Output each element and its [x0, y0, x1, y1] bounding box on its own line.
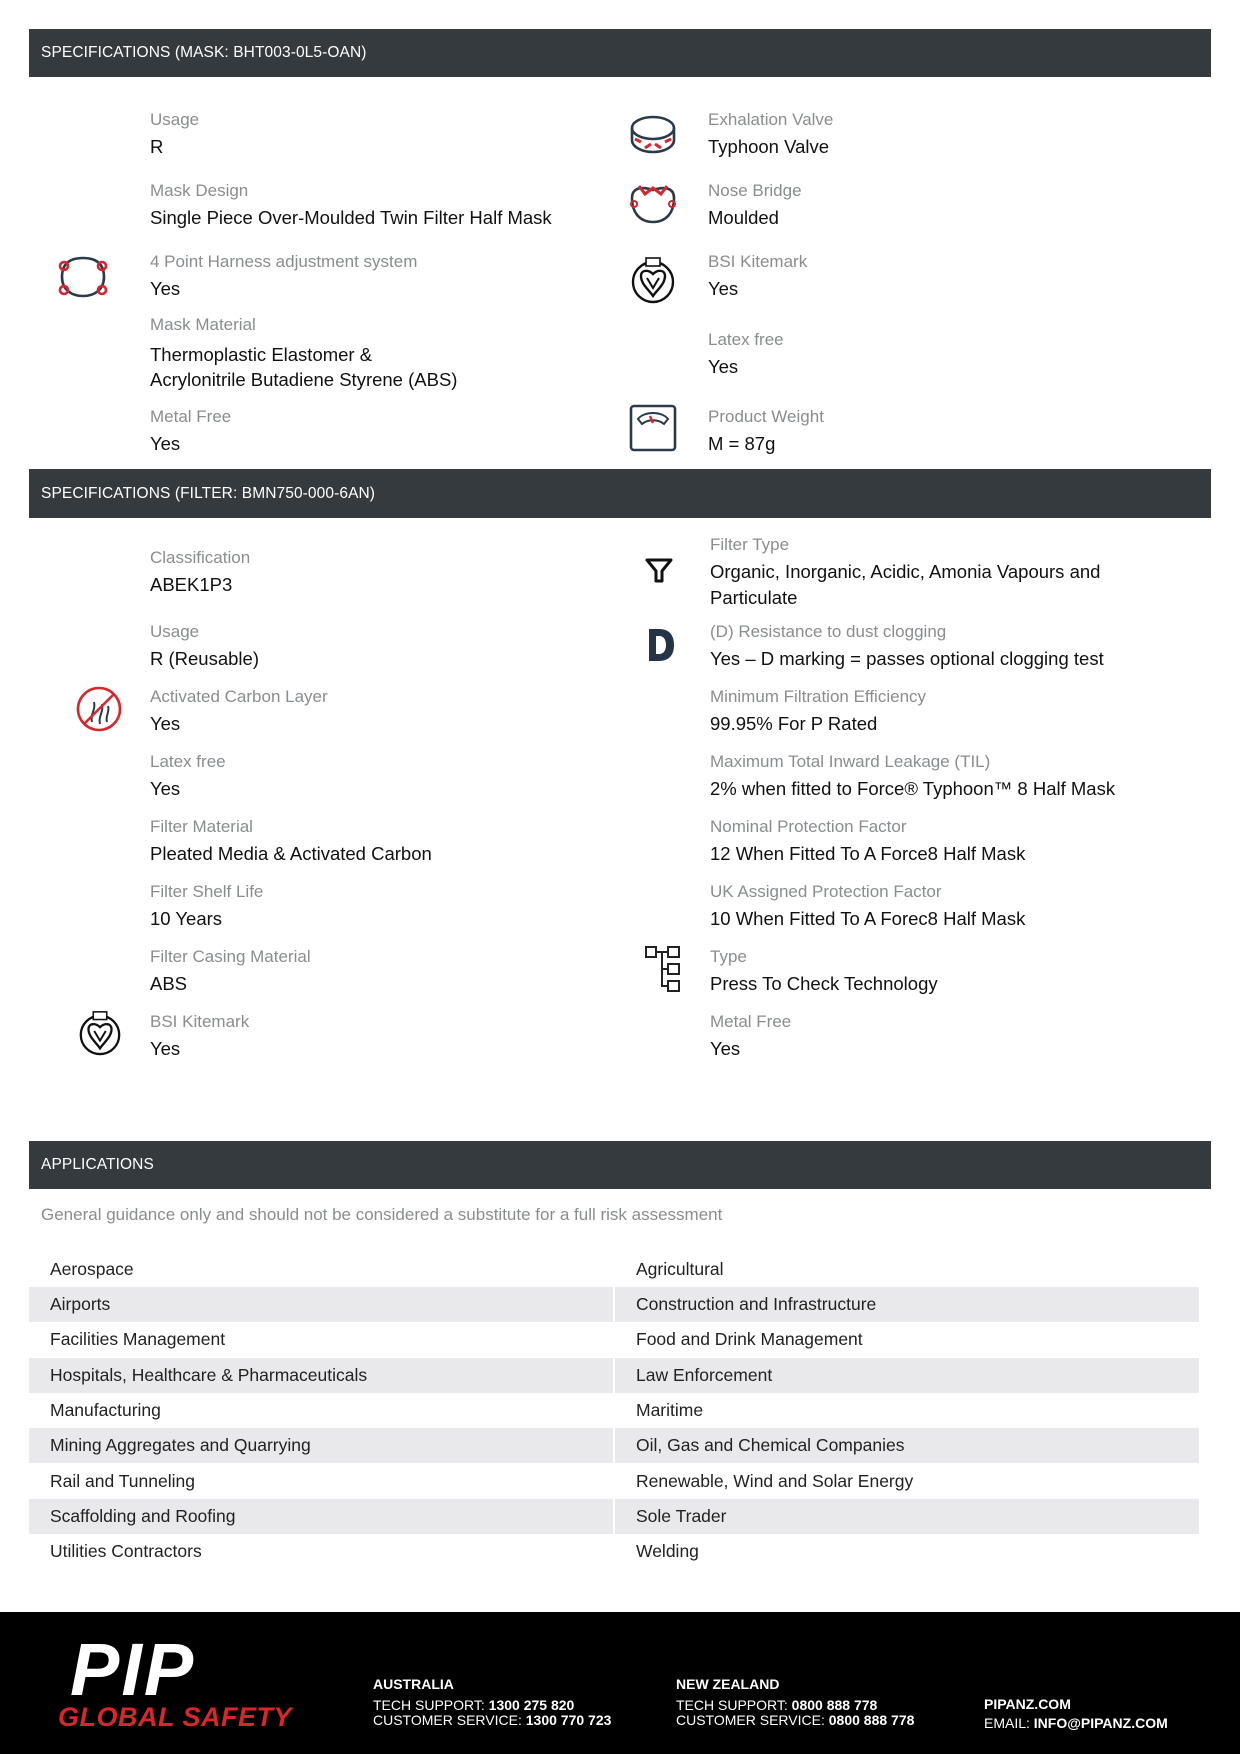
table-row [29, 1464, 1199, 1499]
spec-label: Mask Design [150, 181, 249, 200]
footer-contact [984, 1697, 1168, 1731]
spec-value: ABS [150, 973, 188, 994]
spec-label: Metal Free [710, 1012, 792, 1031]
spec-label: Exhalation Valve [708, 110, 834, 129]
spec-mask-harness [150, 251, 417, 301]
mask-spec-header [29, 29, 1211, 77]
spec-value: 99.95% For P Rated [710, 713, 878, 734]
filter-spec-header-text: SPECIFICATIONS (FILTER: BMN750-000-6AN) [41, 484, 376, 502]
footer-australia [373, 1677, 611, 1728]
mask-spec-header-text: SPECIFICATIONS (MASK: BHT003-0L5-OAN) [41, 44, 367, 61]
spec-label: Nose Bridge [708, 181, 802, 200]
spec-shelf-life [150, 881, 263, 931]
spec-nominal-protection [710, 816, 1025, 866]
application-cell: Sole Trader [615, 1499, 1199, 1534]
spec-mask-usage [150, 109, 199, 159]
email-label: EMAIL: [984, 1715, 1034, 1731]
application-cell: Welding [636, 1541, 699, 1561]
spec-value-line2: Acrylonitrile Butadiene Styrene (ABS) [150, 369, 458, 390]
footer-new-zealand [676, 1677, 914, 1728]
table-row [29, 1428, 1199, 1463]
spec-value: Yes [150, 778, 181, 799]
footer-nz-title: NEW ZEALAND [676, 1676, 780, 1692]
spec-value: Thermoplastic Elastomer & [150, 344, 373, 365]
spec-value: ABEK1P3 [150, 574, 233, 595]
spec-label: BSI Kitemark [708, 252, 808, 271]
table-row [29, 1322, 1199, 1357]
application-cell: Construction and Infrastructure [615, 1287, 1199, 1322]
application-cell: Facilities Management [50, 1329, 226, 1349]
application-cell: Renewable, Wind and Solar Energy [636, 1471, 914, 1491]
spec-mask-latex-free [708, 329, 784, 379]
customer-service-number[interactable]: 0800 888 778 [828, 1712, 915, 1728]
spec-value: Yes [150, 1038, 181, 1059]
tech-support-number[interactable]: 0800 888 778 [791, 1697, 878, 1713]
spec-value: Press To Check Technology [710, 973, 938, 994]
tech-support-label: TECH SUPPORT: [676, 1697, 792, 1713]
spec-dust-clogging [710, 621, 1104, 671]
application-cell: Utilities Contractors [50, 1541, 202, 1561]
spec-exhalation-valve [708, 109, 833, 159]
spec-label: Filter Shelf Life [150, 882, 264, 901]
spec-assigned-protection [710, 881, 1025, 931]
spec-value: 10 When Fitted To A Forec8 Half Mask [710, 908, 1026, 929]
spec-inward-leakage [710, 751, 1115, 801]
table-row [29, 1287, 1199, 1322]
applications-header-text: APPLICATIONS [41, 1156, 154, 1173]
spec-value: Typhoon Valve [708, 136, 830, 157]
applications-header [29, 1141, 1211, 1189]
spec-label: Latex free [708, 330, 784, 349]
spec-label: Latex free [150, 752, 226, 771]
spec-label: BSI Kitemark [150, 1012, 250, 1031]
spec-label: Nominal Protection Factor [710, 817, 907, 836]
table-row [29, 1252, 1199, 1287]
spec-filter-material [150, 816, 432, 866]
spec-value: Yes – D marking = passes optional clogging test [710, 648, 1104, 669]
spec-value: M = 87g [708, 433, 776, 454]
application-cell: Food and Drink Management [636, 1329, 863, 1349]
bsi-kitemark-icon [628, 254, 678, 304]
application-cell: Rail and Tunneling [50, 1471, 195, 1491]
spec-label: Classification [150, 548, 251, 567]
spec-mask-kitemark [708, 251, 807, 301]
footer [0, 1612, 1240, 1754]
spec-filter-metal-free [710, 1011, 791, 1061]
spec-filtration-efficiency [710, 686, 926, 736]
spec-value: Organic, Inorganic, Acidic, Amonia Vapours and [710, 561, 1101, 582]
spec-type [710, 946, 938, 996]
spec-label: 4 Point Harness adjustment system [150, 252, 418, 271]
table-row [29, 1393, 1199, 1428]
spec-mask-metal-free [150, 406, 231, 456]
spec-activated-carbon [150, 686, 328, 736]
customer-service-label: CUSTOMER SERVICE: [373, 1712, 526, 1728]
application-cell: Hospitals, Healthcare & Pharmaceuticals [29, 1358, 613, 1393]
spec-mask-design [150, 180, 552, 230]
spec-label: Usage [150, 110, 200, 129]
spec-label: Product Weight [708, 407, 824, 426]
spec-label: Metal Free [150, 407, 232, 426]
spec-label: Usage [150, 622, 200, 641]
spec-label: Filter Casing Material [150, 947, 311, 966]
spec-value: Pleated Media & Activated Carbon [150, 843, 432, 864]
spec-label: Minimum Filtration Efficiency [710, 687, 927, 706]
application-cell: Mining Aggregates and Quarrying [29, 1428, 613, 1463]
application-cell: Scaffolding and Roofing [29, 1499, 613, 1534]
spec-label: Filter Material [150, 817, 253, 836]
application-cell: Oil, Gas and Chemical Companies [615, 1428, 1199, 1463]
table-row [29, 1534, 1199, 1569]
footer-australia-title: AUSTRALIA [373, 1676, 454, 1692]
spec-nose-bridge [708, 180, 802, 230]
application-cell: Airports [29, 1287, 613, 1322]
spec-value: Yes [708, 356, 739, 377]
customer-service-number[interactable]: 1300 770 723 [525, 1712, 612, 1728]
press-check-icon [644, 945, 682, 995]
applications-note: General guidance only and should not be considered a substitute for a full risk assessment [41, 1205, 723, 1224]
spec-label: Type [710, 947, 747, 966]
logo-wordmark: PIP [70, 1628, 196, 1711]
table-row [29, 1499, 1199, 1534]
spec-value: R (Reusable) [150, 648, 259, 669]
spec-label: Maximum Total Inward Leakage (TIL) [710, 752, 991, 771]
company-logo [58, 1628, 318, 1733]
application-cell: Maritime [636, 1400, 704, 1420]
spec-value: Single Piece Over-Moulded Twin Filter Half Mask [150, 207, 552, 228]
tech-support-label: TECH SUPPORT: [373, 1697, 489, 1713]
spec-value: 12 When Fitted To A Force8 Half Mask [710, 843, 1026, 864]
spec-mask-material [150, 314, 457, 392]
spec-filter-latex-free [150, 751, 226, 801]
harness-icon [56, 252, 110, 302]
email-link[interactable]: INFO@PIPANZ.COM [1033, 1715, 1168, 1731]
nose-bridge-icon [627, 180, 679, 226]
spec-casing-material [150, 946, 311, 996]
spec-value: Yes [150, 713, 181, 734]
spec-product-weight [708, 406, 824, 456]
spec-value: Yes [710, 1038, 741, 1059]
filter-spec-header [29, 469, 1211, 518]
table-row [29, 1358, 1199, 1393]
application-cell: Manufacturing [50, 1400, 161, 1420]
spec-value-line2: Particulate [710, 587, 798, 608]
logo-subtitle: GLOBAL SAFETY [58, 1702, 293, 1732]
spec-value: R [150, 136, 164, 157]
spec-value: Moulded [708, 207, 779, 228]
no-odour-icon [74, 684, 124, 734]
application-cell: Aerospace [50, 1259, 134, 1279]
spec-label: Filter Type [710, 535, 790, 554]
filter-funnel-icon [644, 557, 674, 585]
d-rating-icon [646, 626, 676, 664]
spec-filter-type [710, 534, 1100, 610]
bsi-kitemark-icon [76, 1007, 124, 1057]
spec-label: Mask Material [150, 315, 256, 334]
spec-value: 10 Years [150, 908, 223, 929]
spec-filter-kitemark [150, 1011, 249, 1061]
tech-support-number[interactable]: 1300 275 820 [488, 1697, 575, 1713]
exhalation-valve-icon [627, 112, 679, 156]
application-cell: Law Enforcement [615, 1358, 1199, 1393]
website-link[interactable]: PIPANZ.COM [984, 1696, 1071, 1712]
application-cell: Agricultural [636, 1259, 724, 1279]
customer-service-label: CUSTOMER SERVICE: [676, 1712, 829, 1728]
spec-value: Yes [150, 278, 181, 299]
spec-label: Activated Carbon Layer [150, 687, 328, 706]
weight-scale-icon [628, 403, 678, 453]
spec-label: UK Assigned Protection Factor [710, 882, 942, 901]
spec-value: Yes [150, 433, 181, 454]
spec-value: 2% when fitted to Force® Typhoon™ 8 Half Mask [710, 778, 1116, 799]
spec-classification [150, 547, 250, 597]
spec-value: Yes [708, 278, 739, 299]
spec-label: (D) Resistance to dust clogging [710, 622, 947, 641]
spec-filter-usage [150, 621, 259, 671]
